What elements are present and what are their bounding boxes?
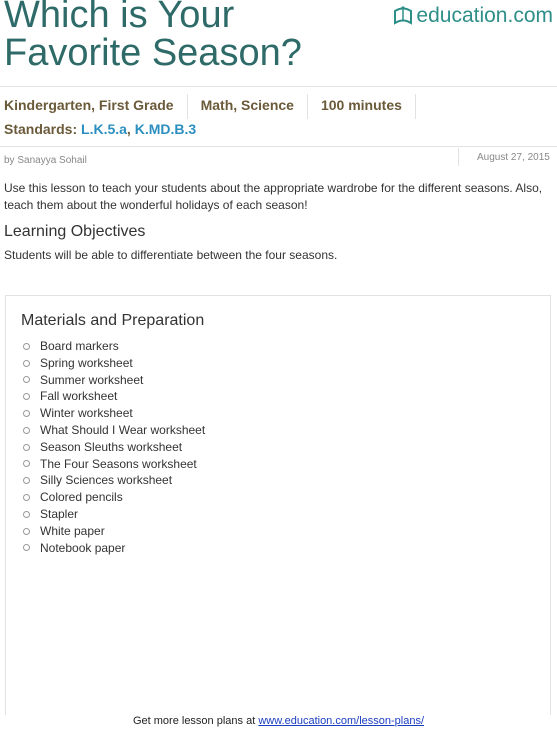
objectives-heading: Learning Objectives (4, 223, 146, 240)
list-item (21, 355, 205, 372)
footer-link[interactable]: www.education.com/lesson-plans/ (258, 715, 425, 727)
footer-text: Get more lesson plans at (132, 715, 259, 727)
bullet-icon (23, 511, 30, 518)
material-label: Spring worksheet (40, 355, 133, 370)
material-label: Colored pencils (40, 490, 123, 505)
material-label: Summer worksheet (40, 372, 144, 387)
standard-link-kmdb3[interactable]: K.MD.B.3 (134, 121, 197, 137)
list-item (21, 472, 205, 489)
publish-date: August 27, 2015 (458, 148, 550, 166)
material-label: What Should I Wear worksheet (40, 422, 206, 437)
bullet-icon (23, 427, 30, 434)
list-item (21, 439, 205, 456)
bullet-icon (23, 528, 30, 535)
bullet-icon (23, 376, 30, 383)
standards-label: Standards: (4, 121, 78, 137)
bullet-icon (23, 393, 30, 400)
bullet-icon (23, 410, 30, 417)
bullet-icon (23, 460, 30, 467)
list-item (21, 523, 205, 540)
list-item (21, 506, 205, 523)
list-item (21, 388, 205, 405)
list-item (21, 540, 205, 557)
materials-panel (5, 295, 551, 715)
materials-list (21, 338, 205, 556)
bullet-icon (23, 343, 30, 350)
education-logo[interactable] (392, 4, 553, 28)
standards-separator: , (126, 121, 131, 137)
standard-link-lk5a[interactable]: L.K.5.a (81, 121, 127, 137)
logo-text: education.com (416, 4, 553, 27)
lesson-title: Which is Your Favorite Season? (4, 0, 302, 74)
list-item (21, 405, 205, 422)
grade-level: Kindergarten, First Grade (4, 94, 188, 119)
list-item (21, 422, 205, 439)
list-item (21, 372, 205, 389)
bullet-icon (23, 444, 30, 451)
lesson-intro: Use this lesson to teach your students about the appropriate wardrobe for the different seasons. Also, teach them about the wonderful holidays of each season! (4, 181, 543, 212)
duration: 100 minutes (308, 94, 416, 119)
list-item (21, 489, 205, 506)
material-label: Stapler (40, 506, 79, 521)
objectives-text: Students will be able to differentiate between the four seasons. (4, 248, 338, 262)
material-label: The Four Seasons worksheet (40, 456, 197, 471)
footer (0, 715, 557, 727)
material-label: Winter worksheet (40, 406, 133, 421)
bullet-icon (23, 494, 30, 501)
author-byline: by Sanayya Sohail (4, 155, 87, 166)
material-label: White paper (40, 523, 105, 538)
bullet-icon (23, 544, 30, 551)
material-label: Season Sleuths worksheet (40, 439, 183, 454)
list-item (21, 338, 205, 355)
list-item (21, 456, 205, 473)
standards (4, 121, 196, 137)
bullet-icon (23, 360, 30, 367)
material-label: Silly Sciences worksheet (40, 473, 173, 488)
materials-heading: Materials and Preparation (21, 312, 205, 329)
material-label: Board markers (40, 339, 119, 353)
subjects: Math, Science (188, 94, 308, 119)
bullet-icon (23, 477, 30, 484)
material-label: Notebook paper (40, 540, 126, 555)
divider (0, 146, 557, 147)
divider (0, 86, 557, 87)
education-logo-icon (392, 5, 414, 27)
material-label: Fall worksheet (40, 389, 118, 404)
lesson-meta (4, 94, 416, 119)
